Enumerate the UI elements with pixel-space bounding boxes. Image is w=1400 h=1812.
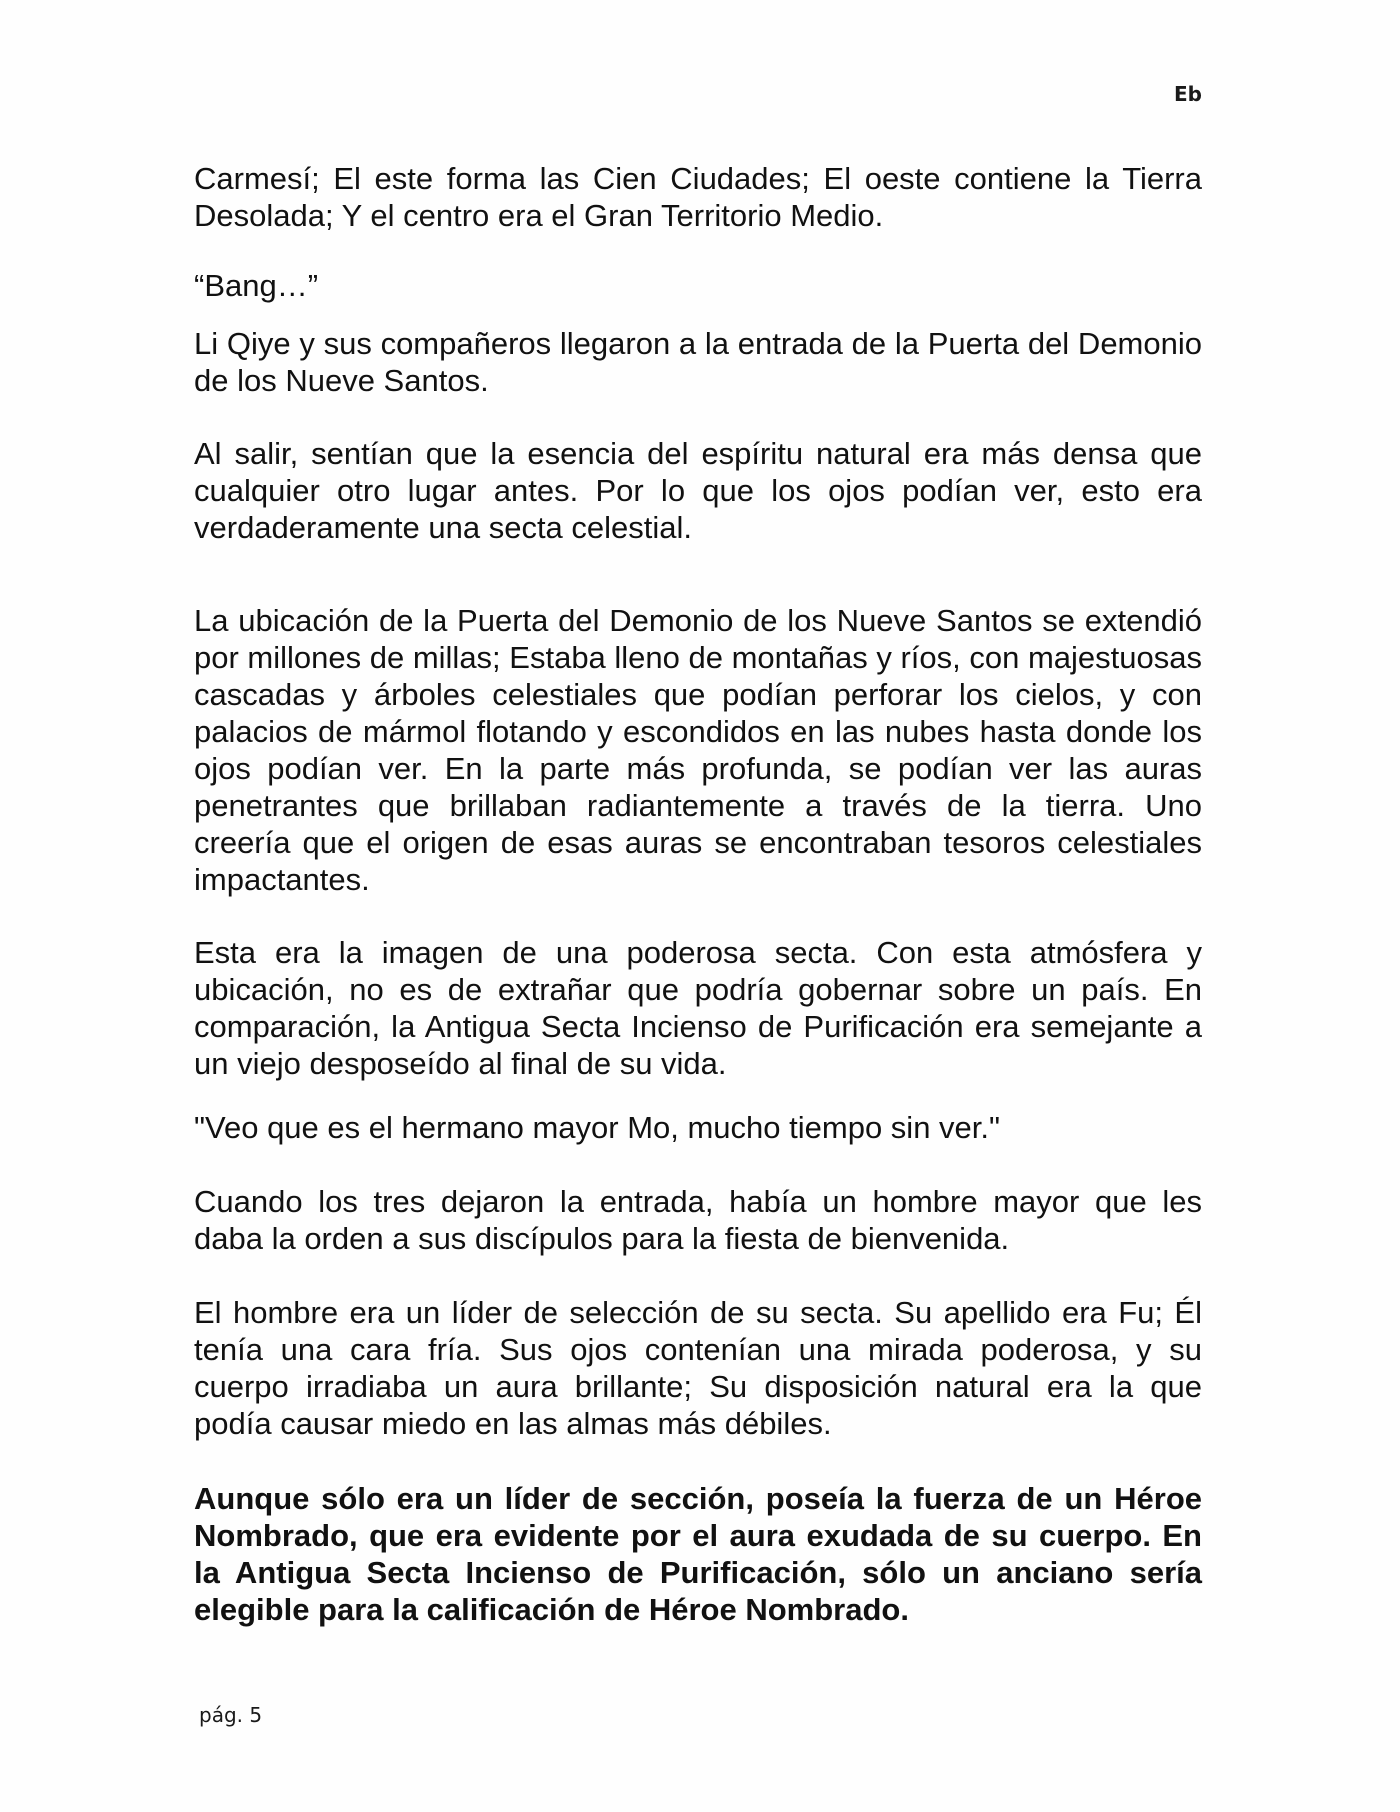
paragraph: La ubicación de la Puerta del Demonio de los Nueve Santos se extendió por millones de millas; Estaba lleno de montañas y ríos, con majestuosas cascadas y árboles celestiales que podían perforar los cielos, y con palacios de mármol flotando y escondidos en las nubes hasta donde los ojos podían ver. En la parte más profunda, se podían ver las auras penetrantes que brillaban radiantemente a través de la tierra. Uno creería que el origen de esas auras se encontraban tesoros celestiales impactantes. <box>194 603 1202 897</box>
paragraph: Cuando los tres dejaron la entrada, había un hombre mayor que les daba la orden a sus discípulos para la fiesta de bienvenida. <box>194 1184 1202 1256</box>
paragraph: Aunque sólo era un líder de sección, poseía la fuerza de un Héroe Nombrado, que era evidente por el aura exudada de su cuerpo. En la Antigua Secta Incienso de Purificación, sólo un anciano sería elegible para la calificación de Héroe Nombrado. <box>194 1481 1202 1627</box>
body-text <box>194 160 1202 1628</box>
paragraph: El hombre era un líder de selección de su secta. Su apellido era Fu; Él tenía una cara fría. Sus ojos contenían una mirada poderosa, y su cuerpo irradiaba un aura brillante; Su disposición natural era la que podía causar miedo en las almas más débiles. <box>194 1295 1202 1441</box>
header-mark: Eb <box>1174 82 1202 106</box>
paragraph: Carmesí; El este forma las Cien Ciudades; El oeste contiene la Tierra Desolada; Y el centro era el Gran Territorio Medio. <box>194 161 1202 233</box>
paragraph: Li Qiye y sus compañeros llegaron a la entrada de la Puerta del Demonio de los Nueve Santos. <box>194 326 1202 398</box>
paragraph: "Veo que es el hermano mayor Mo, mucho tiempo sin ver." <box>194 1110 1001 1145</box>
paragraph: “Bang…” <box>194 268 319 303</box>
page-number: pág. 5 <box>199 1703 263 1727</box>
paragraph: Esta era la imagen de una poderosa secta. Con esta atmósfera y ubicación, no es de extrañar que podría gobernar sobre un país. En comparación, la Antigua Secta Incienso de Purificación era semejante a un viejo desposeído al final de su vida. <box>194 935 1202 1081</box>
paragraph: Al salir, sentían que la esencia del espíritu natural era más densa que cualquier otro lugar antes. Por lo que los ojos podían ver, esto era verdaderamente una secta celestial. <box>194 436 1202 545</box>
